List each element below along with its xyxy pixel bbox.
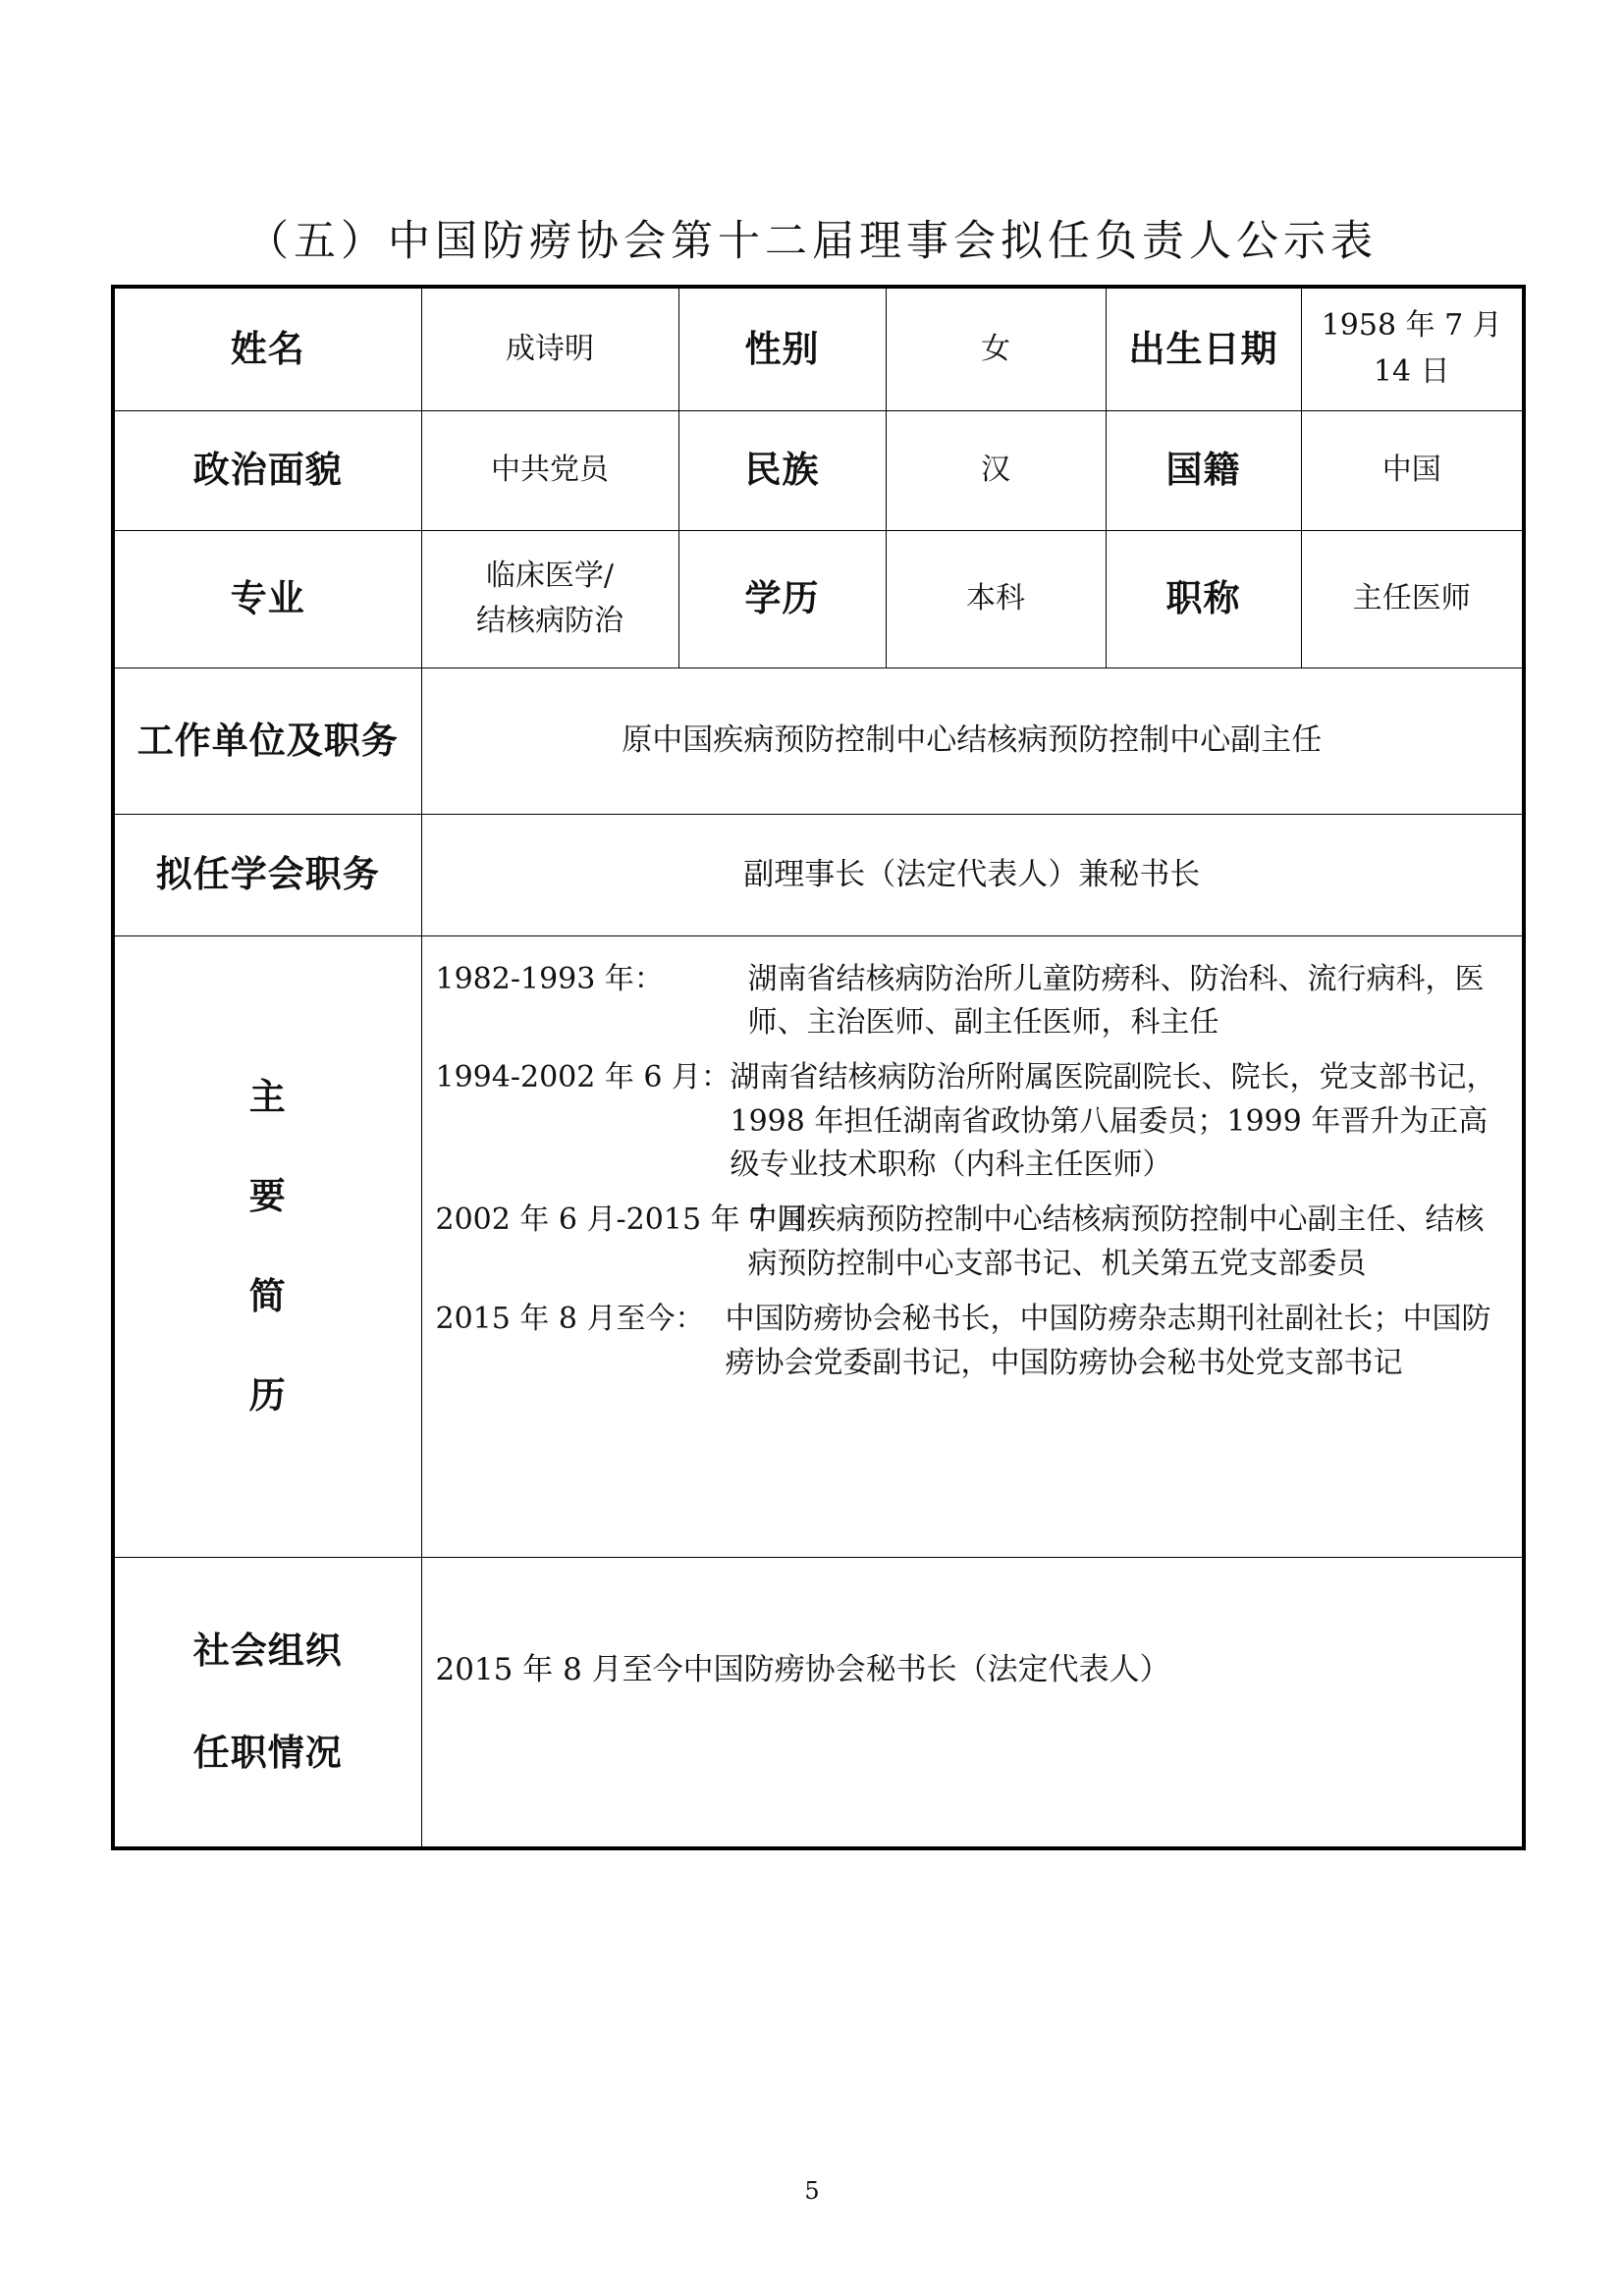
major-value-line1: 临床医学/ [485, 558, 615, 593]
row-major [113, 530, 1524, 667]
politics-label: 政治面貌 [113, 410, 421, 530]
row-resume [113, 935, 1524, 1557]
row-social [113, 1557, 1524, 1848]
social-label-lines [123, 1623, 413, 1781]
ethnicity-value: 汉 [886, 410, 1106, 530]
gender-label: 性别 [678, 287, 886, 410]
row-name [113, 287, 1524, 410]
social-label-line1: 社会组织 [192, 1629, 343, 1673]
nationality-label: 国籍 [1106, 410, 1301, 530]
resume-entry [436, 1056, 1509, 1187]
professional-title-value: 主任医师 [1301, 530, 1524, 667]
work-label: 工作单位及职务 [113, 667, 421, 814]
birth-value-line2: 14 日 [1373, 353, 1450, 389]
ethnicity-label: 民族 [678, 410, 886, 530]
major-label: 专业 [113, 530, 421, 667]
resume-entry [436, 958, 1509, 1045]
name-label: 姓名 [113, 287, 421, 410]
resume-content [421, 935, 1524, 1557]
professional-title-label: 职称 [1106, 530, 1301, 667]
resume-label [113, 935, 421, 1557]
position-label: 拟任学会职务 [113, 814, 421, 935]
resume-label-char: 简 [248, 1274, 287, 1317]
resume-label-char: 主 [248, 1075, 287, 1118]
gender-value: 女 [886, 287, 1106, 410]
nationality-value: 中国 [1301, 410, 1524, 530]
row-position [113, 814, 1524, 935]
birth-value [1301, 287, 1524, 410]
row-work [113, 667, 1524, 814]
resume-entry-date: 1994-2002 年 6 月： [435, 1060, 731, 1095]
resume-entry [436, 1199, 1509, 1286]
resume-entry-date: 2015 年 8 月至今： [435, 1302, 705, 1337]
resume-label-char: 要 [248, 1175, 287, 1218]
name-value: 成诗明 [421, 287, 678, 410]
info-table [111, 285, 1526, 1850]
work-value: 原中国疾病预防控制中心结核病预防控制中心副主任 [421, 667, 1524, 814]
birth-value-line1: 1958 年 7 月 [1321, 308, 1502, 344]
resume-label-char: 历 [248, 1373, 287, 1416]
resume-entry-date: 2002 年 6 月-2015 年 7 月： [435, 1202, 837, 1238]
page-title: （五）中国防痨协会第十二届理事会拟任负责人公示表 [246, 217, 1378, 266]
resume-label-chars [123, 1069, 413, 1423]
page-number: 5 [804, 2177, 820, 2205]
politics-value: 中共党员 [421, 410, 678, 530]
resume-entry-date: 1982-1993 年： [435, 961, 664, 996]
major-value [421, 530, 678, 667]
education-value: 本科 [886, 530, 1106, 667]
social-value: 2015 年 8 月至今中国防痨协会秘书长（法定代表人） [421, 1557, 1524, 1848]
position-value: 副理事长（法定代表人）兼秘书长 [421, 814, 1524, 935]
resume-entry [436, 1298, 1509, 1385]
resume-entry-desc: 湖南省结核病防治所儿童防痨科、防治科、流行病科，医师、主治医师、副主任医师，科主任 [747, 961, 1485, 1040]
social-label [113, 1557, 421, 1848]
resume-entry-desc: 中国防痨协会秘书长，中国防痨杂志期刊社副社长；中国防痨协会党委副书记，中国防痨协会秘书处党支部书记 [725, 1302, 1491, 1380]
row-politics [113, 410, 1524, 530]
resume-entry-desc: 中国疾病预防控制中心结核病预防控制中心副主任、结核病预防控制中心支部书记、机关第五党支部委员 [747, 1202, 1485, 1281]
social-label-line2: 任职情况 [192, 1731, 343, 1774]
resume-entry-desc: 湖南省结核病防治所附属医院副院长、院长，党支部书记，1998 年担任湖南省政协第八届委员；1999 年晋升为正高级专业技术职称（内科主任医师） [730, 1060, 1496, 1183]
birth-label: 出生日期 [1106, 287, 1301, 410]
education-label: 学历 [678, 530, 886, 667]
major-value-line2: 结核病防治 [476, 604, 623, 638]
